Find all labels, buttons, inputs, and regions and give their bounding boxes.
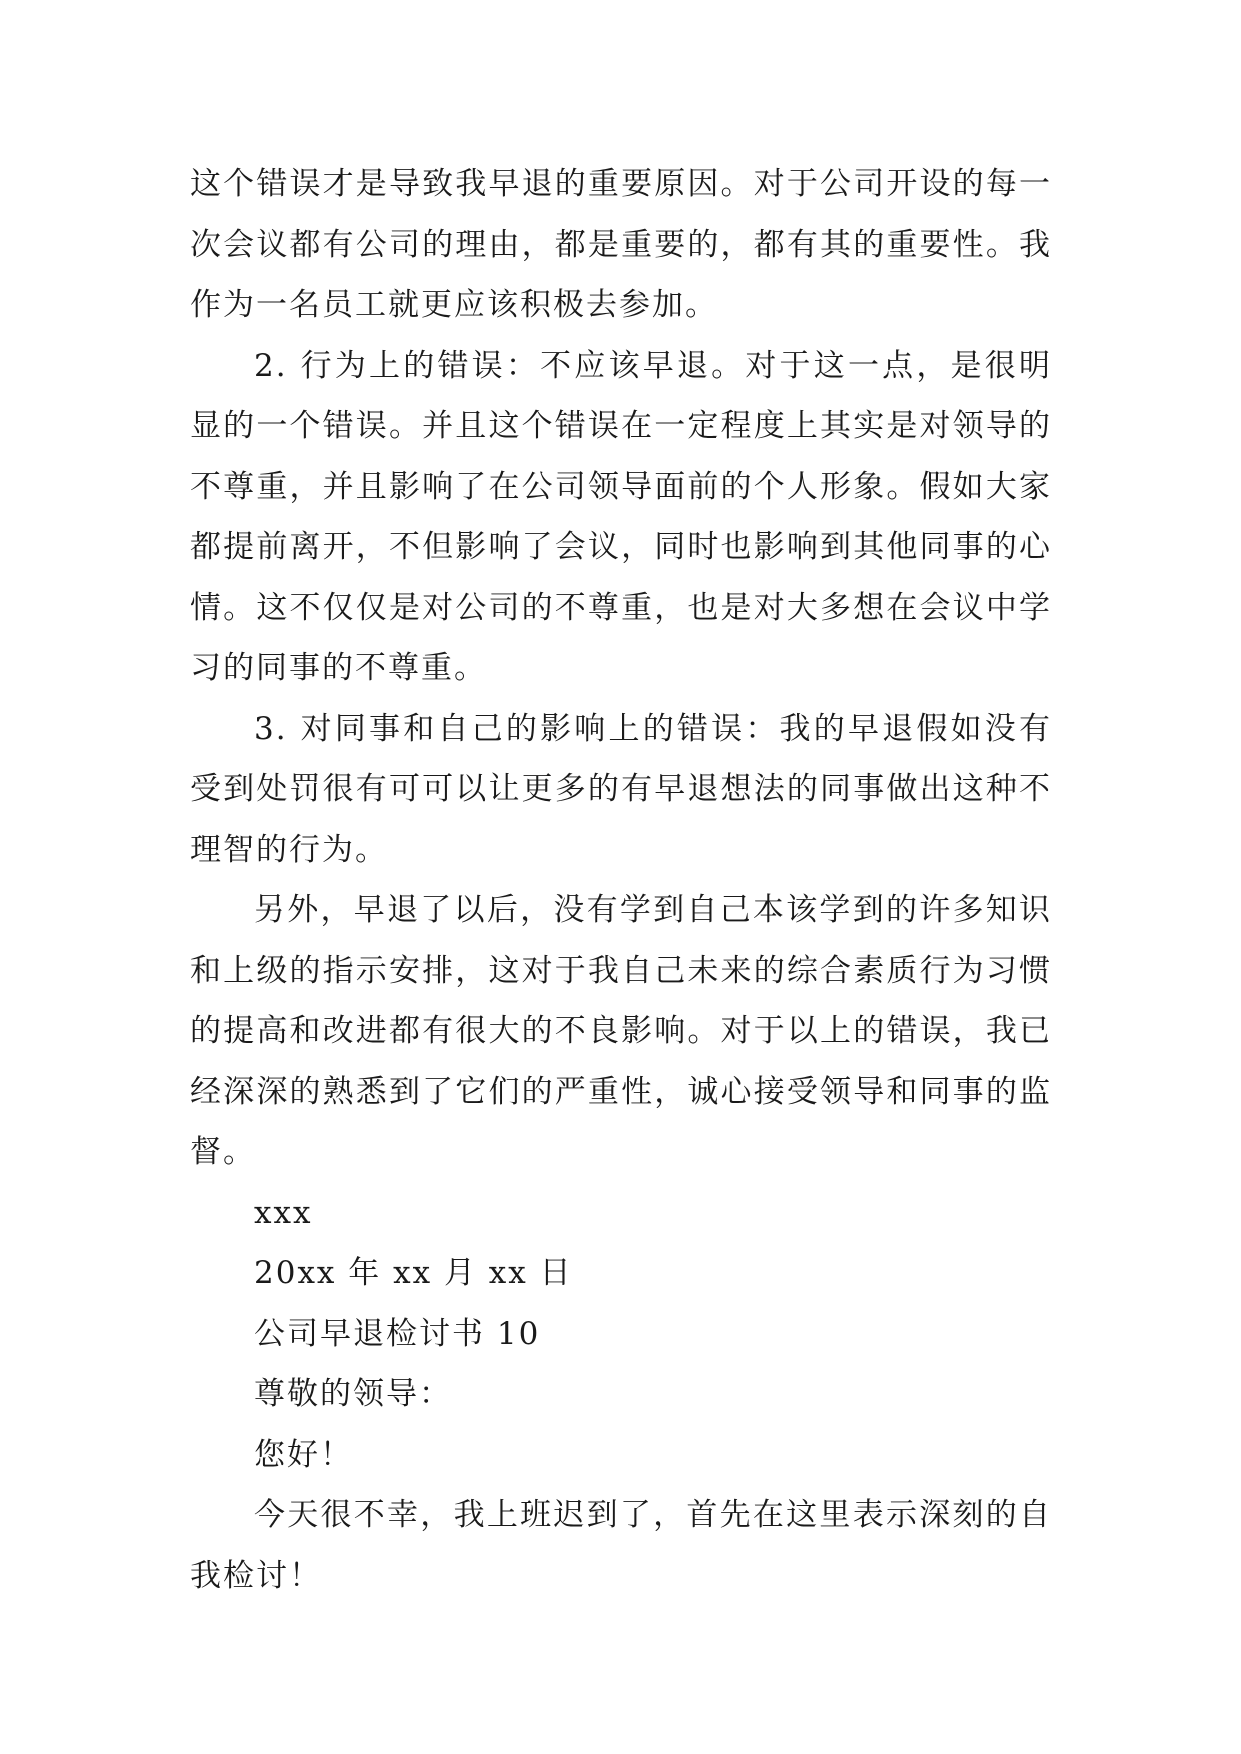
greeting: 您好！ xyxy=(254,1436,353,1473)
paragraph-influence-error: 3. 对同事和自己的影响上的错误：我的早退假如没有受到处罚很有可可以让更多的有早退想法的同事做出这种不理智的行为。 xyxy=(190,710,1052,868)
document-body xyxy=(190,154,1052,1606)
section-title: 公司早退检讨书 10 xyxy=(254,1315,541,1352)
paragraph-cause: 这个错误才是导致我早退的重要原因。对于公司开设的每一次会议都有公司的理由，都是重要的，都有其的重要性。我作为一名员工就更应该积极去参加。 xyxy=(190,166,1052,323)
paragraph-opening: 今天很不幸，我上班迟到了，首先在这里表示深刻的自我检讨！ xyxy=(190,1497,1052,1594)
paragraph-additional: 另外，早退了以后，没有学到自己本该学到的许多知识和上级的指示安排，这对于我自己未来的综合素质行为习惯的提高和改进都有很大的不良影响。对于以上的错误，我已经深深的熟悉到了它们的严重性，诚心接受领导和同事的监督。 xyxy=(190,892,1052,1170)
paragraph-behavior-error: 2. 行为上的错误：不应该早退。对于这一点，是很明显的一个错误。并且这个错误在一定程度上其实是对领导的不尊重，并且影响了在公司领导面前的个人形象。假如大家都提前离开，不但影响了会议，同时也影响到其他同事的心情。这不仅仅是对公司的不尊重，也是对大多想在会议中学习的同事的不尊重。 xyxy=(190,347,1052,686)
date-line: 20xx 年 xx 月 xx 日 xyxy=(254,1255,573,1291)
signature: xxx xyxy=(254,1194,313,1231)
salutation: 尊敬的领导： xyxy=(254,1376,452,1412)
